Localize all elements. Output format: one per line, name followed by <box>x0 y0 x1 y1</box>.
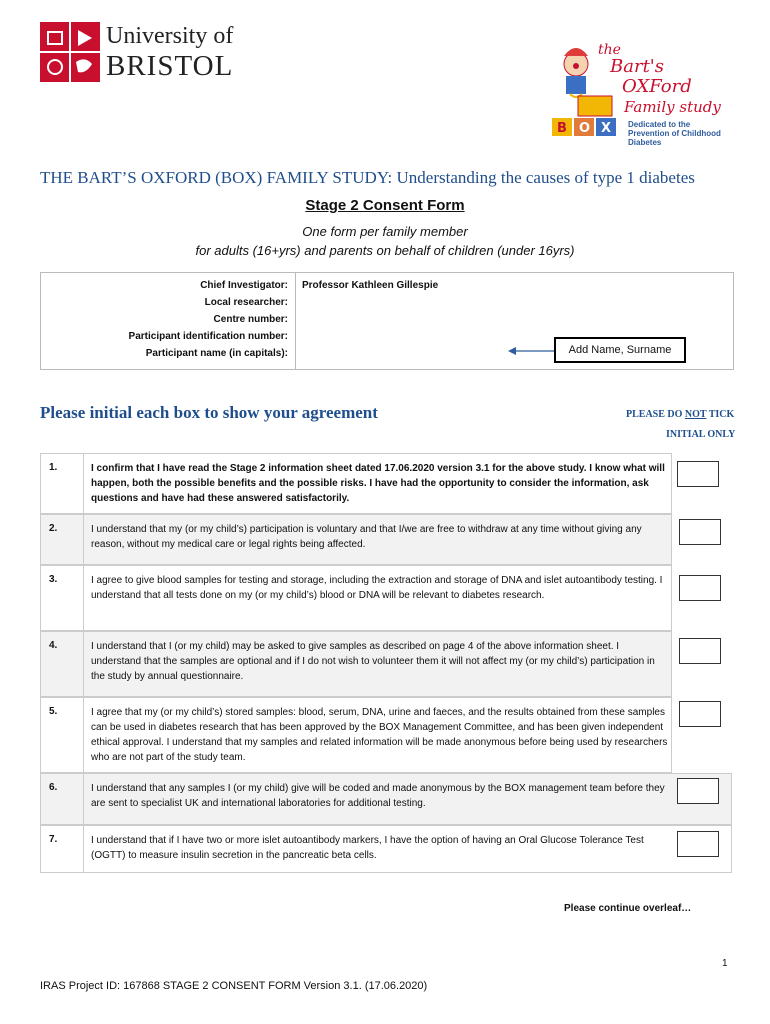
participant-id-label: Participant identification number: <box>128 331 288 342</box>
consent-number: 2. <box>49 523 58 534</box>
consent-text: I understand that I (or my child) may be asked to give samples as described on page 4 of the above information sheet. I understand that the samples are optional and if I do not wish to volunteer them it will not affect my (or my child’s) participation in the study by annual questionnaire. <box>91 641 655 682</box>
tick-note-prefix: PLEASE DO <box>626 409 685 420</box>
chief-investigator-value: Professor Kathleen Gillespie <box>302 280 439 291</box>
svg-text:X: X <box>601 121 612 136</box>
column-divider <box>83 826 84 872</box>
page-title: THE BART’S OXFORD (BOX) FAMILY STUDY: Understanding the causes of type 1 diabetes <box>40 168 695 187</box>
consent-text: I understand that any samples I (or my child) give will be coded and made anonymous by the BOX management team before they are sent to specialist UK and international laboratories for additional testing. <box>91 783 665 809</box>
form-title: Stage 2 Consent Form <box>305 197 465 214</box>
column-divider <box>83 774 84 824</box>
consent-number: 4. <box>49 640 58 651</box>
consent-row-2 <box>40 514 672 565</box>
university-name-line1: University of <box>106 23 234 49</box>
tick-instruction <box>626 409 734 420</box>
consent-row-3 <box>40 565 672 631</box>
university-crest-icon <box>40 22 100 82</box>
university-logo <box>40 22 260 82</box>
consent-row-7 <box>40 825 732 873</box>
consent-number: 3. <box>49 574 58 585</box>
consent-row-5 <box>40 697 672 773</box>
consent-text: I agree that my (or my child’s) stored samples: blood, serum, DNA, urine and faeces, and the results obtained from these samples can be used in diabetes research that has been approved by the BOX Management Committee, and has been given independent ethical approval. I understand that my samples and related information will be made anonymous before being used by researchers who are not part of the study team. <box>91 707 668 763</box>
participant-name-label: Participant name (in capitals): <box>145 348 288 359</box>
consent-text: I understand that my (or my child’s) participation is voluntary and that I/we are free to withdraw at any time without giving any reason, without my medical care or legal rights being affected. <box>91 524 642 550</box>
consent-row-4 <box>40 631 672 697</box>
column-divider <box>83 454 84 513</box>
consent-text: I confirm that I have read the Stage 2 information sheet dated 17.06.2020 version 3.1 for the above study. I know what will happen, both the possible benefits and the possible risks. I have had the opportunity to consider the information, ask questions and have had these answered satisfactorily. <box>91 463 665 504</box>
page-number: 1 <box>722 958 728 969</box>
initial-box-3[interactable] <box>679 575 721 601</box>
agreement-heading: Please initial each box to show your agreement <box>40 403 378 422</box>
logo-tagline: Dedicated to the Prevention of Childhood Diabetes <box>628 120 721 147</box>
logo-word-family-study: Family study <box>624 98 721 116</box>
centre-number-label: Centre number: <box>213 314 288 325</box>
university-name-line2: BRISTOL <box>106 50 234 82</box>
chief-investigator-label: Chief Investigator: <box>200 280 288 291</box>
box-study-logo <box>548 40 738 147</box>
consent-number: 6. <box>49 782 58 793</box>
consent-row-1 <box>40 453 672 514</box>
svg-text:B: B <box>557 121 567 136</box>
column-divider <box>83 566 84 630</box>
initial-box-1[interactable] <box>677 461 719 487</box>
logo-word-oxford: OXFord <box>622 76 692 97</box>
arrow-left-icon <box>508 345 554 357</box>
initial-box-2[interactable] <box>679 519 721 545</box>
consent-row-6 <box>40 773 732 825</box>
logo-word-the: the <box>598 42 621 58</box>
initial-box-7[interactable] <box>677 831 719 857</box>
consent-text: I understand that if I have two or more islet autoantibody markers, I have the option of having an Oral Glucose Tolerance Test (OGTT) to measure insulin secretion in the pancreatic beta cells. <box>91 835 644 861</box>
tick-note-suffix: TICK <box>706 409 735 420</box>
column-divider <box>83 632 84 696</box>
initial-box-6[interactable] <box>677 778 719 804</box>
initial-box-4[interactable] <box>679 638 721 664</box>
logo-word-barts: Bart's <box>610 56 664 77</box>
svg-text:O: O <box>579 121 591 136</box>
consent-number: 7. <box>49 834 58 845</box>
consent-number: 1. <box>49 462 58 473</box>
consent-text: I agree to give blood samples for testing and storage, including the extraction and storage of DNA and islet autoantibody testing. I understand that all tests done on my (or my child’s) blood or DNA will be relevant to diabetes research. <box>91 575 663 601</box>
subtitle-line2: for adults (16+yrs) and parents on behalf of children (under 16yrs) <box>195 243 575 258</box>
column-divider <box>83 698 84 772</box>
document-footer: IRAS Project ID: 167868 STAGE 2 CONSENT FORM Version 3.1. (17.06.2020) <box>40 980 428 992</box>
add-name-hint: Add Name, Surname <box>554 337 686 363</box>
local-researcher-label: Local researcher: <box>204 297 288 308</box>
subtitle-line1: One form per family member <box>302 224 468 239</box>
continue-note: Please continue overleaf… <box>564 903 692 914</box>
consent-number: 5. <box>49 706 58 717</box>
initial-box-5[interactable] <box>679 701 721 727</box>
column-divider <box>83 515 84 564</box>
tick-note-emphasis: NOT <box>684 409 707 420</box>
info-divider <box>295 272 296 370</box>
initial-only-note: INITIAL ONLY <box>666 429 736 440</box>
